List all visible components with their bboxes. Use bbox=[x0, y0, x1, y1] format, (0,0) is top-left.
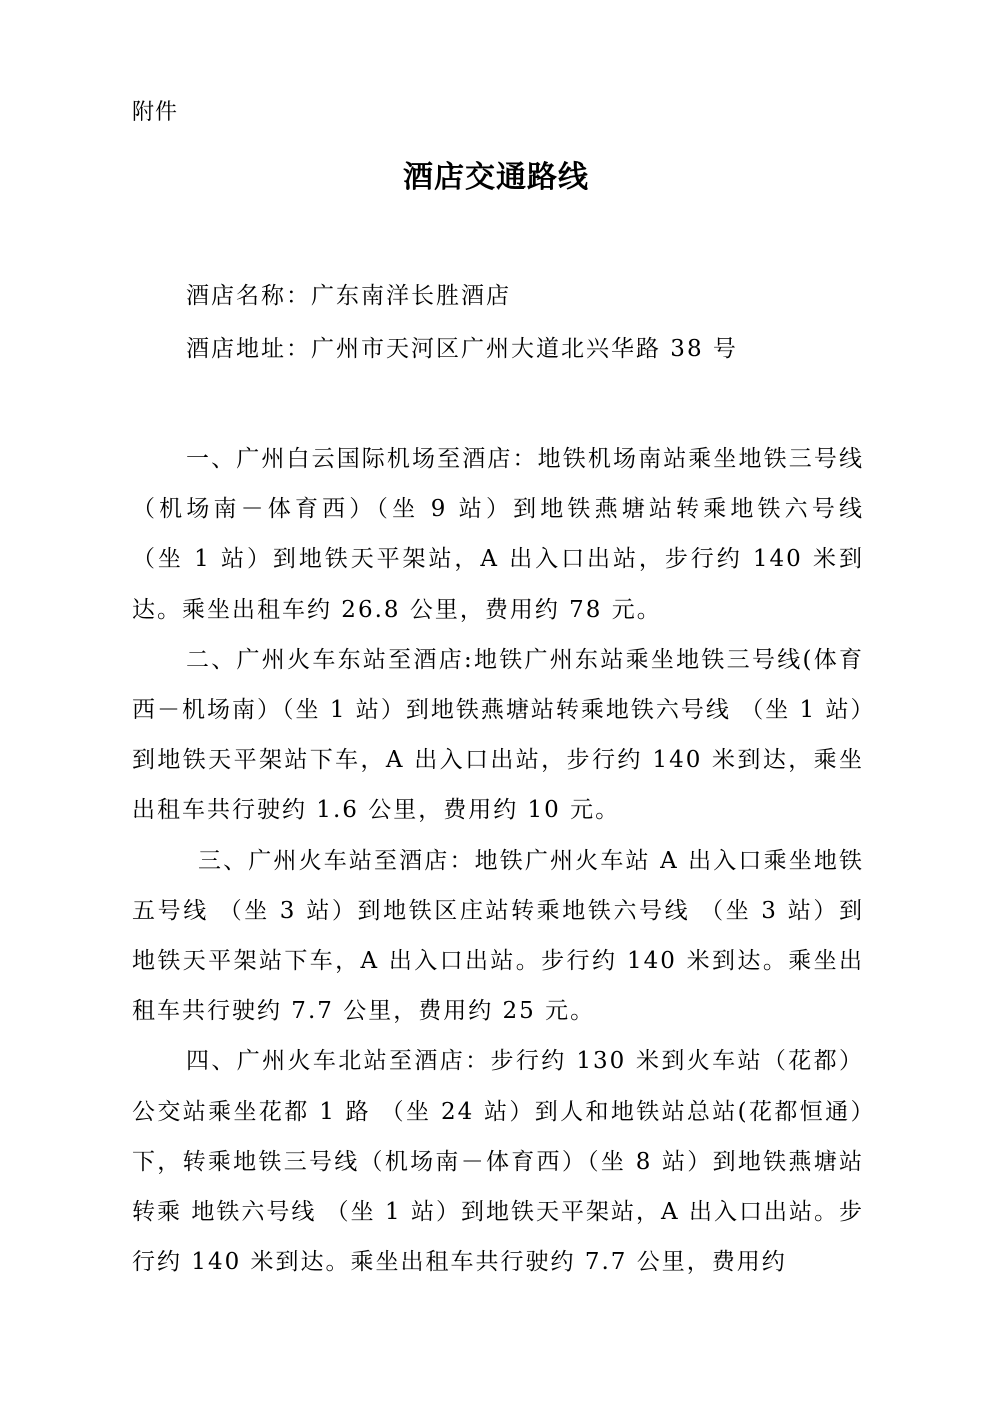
page-title: 酒店交通路线 bbox=[403, 160, 589, 195]
hotel-address-label: 酒店地址： bbox=[186, 336, 311, 362]
route-paragraph-main-station: 三、广州火车站至酒店：地铁广州火车站 A 出入口乘坐地铁五号线 （坐 3 站）到地铁区庄站转乘地铁六号线 （坐 3 站）到地铁天平架站下车，A 出入口出站。步行约 140 米到达。乘坐出租车共行驶约 7.7 公里，费用约 25 元。 bbox=[132, 847, 864, 1025]
route-paragraph-airport: 一、广州白云国际机场至酒店：地铁机场南站乘坐地铁三号线（机场南－体育西）（坐 9 站）到地铁燕塘站转乘地铁六号线 （坐 1 站）到地铁天平架站，A 出入口出站，步行约 140 米到达。乘坐出租车约 26.8 公里，费用约 78 元。 bbox=[132, 446, 864, 623]
hotel-address-value: 广州市天河区广州大道北兴华路 38 号 bbox=[311, 336, 738, 362]
attachment-label: 附件 bbox=[132, 100, 179, 125]
hotel-name-label: 酒店名称： bbox=[186, 283, 311, 309]
hotel-name-value: 广东南洋长胜酒店 bbox=[311, 283, 511, 309]
hotel-address-line bbox=[186, 333, 738, 365]
hotel-name-line bbox=[186, 280, 511, 312]
route-list bbox=[132, 434, 864, 1287]
route-paragraph-east-station: 二、广州火车东站至酒店:地铁广州东站乘坐地铁三号线(体育西－机场南）（坐 1 站）到地铁燕塘站转乘地铁六号线 （坐 1 站）到地铁天平架站下车，A 出入口出站，步行约 140 米到达，乘坐出租车共行驶约 1.6 公里，费用约 10 元。 bbox=[132, 646, 864, 824]
route-paragraph-north-station: 四、广州火车北站至酒店：步行约 130 米到火车站（花都）公交站乘坐花都 1 路 （坐 24 站）到人和地铁站总站(花都恒通）下，转乘地铁三号线（机场南－体育西）（坐 8 站）到地铁燕塘站转乘 地铁六号线 （坐 1 站）到地铁天平架站，A 出入口出站。步行约 140 米到达。乘坐出租车共行驶约 7.7 公里，费用约 bbox=[132, 1048, 864, 1276]
